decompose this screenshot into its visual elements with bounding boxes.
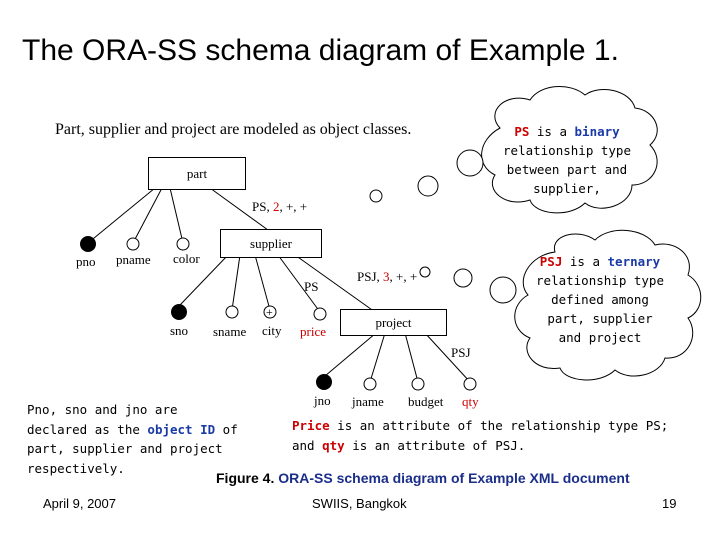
key-dot-pno (80, 236, 96, 252)
label-qty: qty (462, 394, 479, 409)
slide-title: The ORA-SS schema diagram of Example 1. (22, 34, 619, 67)
key-dot-sno (171, 304, 187, 320)
edge-supplier-city (255, 255, 270, 310)
label-city-marker: + (266, 305, 273, 319)
attr-circle-qty (464, 378, 476, 390)
label-city: city (262, 323, 282, 338)
rel-ps-label: PS, 2, +, + (252, 199, 308, 214)
footer-venue: SWIIS, Bangkok (312, 496, 407, 511)
label-sno: sno (170, 323, 189, 338)
edge-part-color (170, 188, 183, 243)
label-psj-edge: PSJ (451, 345, 471, 360)
object-id-note: Pno, sno and jno are declared as the object ID of part, supplier and project respectively. (27, 402, 238, 476)
label-color: color (173, 251, 200, 266)
label-jno: jno (314, 393, 331, 408)
label-sname: sname (213, 324, 247, 339)
bubble-ps-3 (370, 190, 382, 202)
bubble-psj-3 (420, 267, 430, 277)
intro-text: Part, supplier and project are modeled as object classes. (55, 121, 412, 138)
label-budget: budget (408, 394, 444, 409)
bubble-psj-1 (490, 277, 516, 303)
key-dot-jno (316, 374, 332, 390)
edge-supplier-sname (232, 255, 240, 310)
node-supplier: supplier (220, 229, 322, 258)
label-pname: pname (116, 252, 151, 267)
bubble-ps-1 (457, 150, 483, 176)
node-part: part (148, 157, 246, 190)
bubble-psj-2 (454, 269, 472, 287)
node-project: project (340, 309, 447, 336)
edge-project-jname (370, 333, 385, 382)
footer-page-number: 19 (662, 496, 677, 511)
edge-project-budget (405, 333, 418, 382)
attr-circle-sname (226, 306, 238, 318)
edge-part-pno (88, 188, 155, 243)
attr-circle-budget (412, 378, 424, 390)
attr-circle-color (177, 238, 189, 250)
figure-caption: Figure 4. ORA-SS schema diagram of Example XML document (216, 470, 630, 486)
edge-project-jno (325, 333, 376, 376)
label-ps-edge: PS (304, 279, 319, 294)
attr-circle-jname (364, 378, 376, 390)
attribute-note: Price is an attribute of the relationship type PS; and qty is an attribute of PSJ. (292, 418, 669, 453)
attr-circle-pname (127, 238, 139, 250)
edge-part-pname (133, 188, 162, 243)
footer-date: April 9, 2007 (43, 496, 116, 511)
label-price: price (300, 324, 326, 339)
attr-circle-price (314, 308, 326, 320)
cloud-psj-text: PSJ is a ternary relationship type defined among part, supplier and project (536, 254, 664, 345)
cloud-ps-text: PS is a binary relationship type between part and supplier, (503, 124, 631, 196)
rel-psj-label: PSJ, 3, +, + (357, 269, 418, 284)
bubble-ps-2 (418, 176, 438, 196)
label-jname: jname (352, 394, 384, 409)
label-pno: pno (76, 254, 96, 269)
